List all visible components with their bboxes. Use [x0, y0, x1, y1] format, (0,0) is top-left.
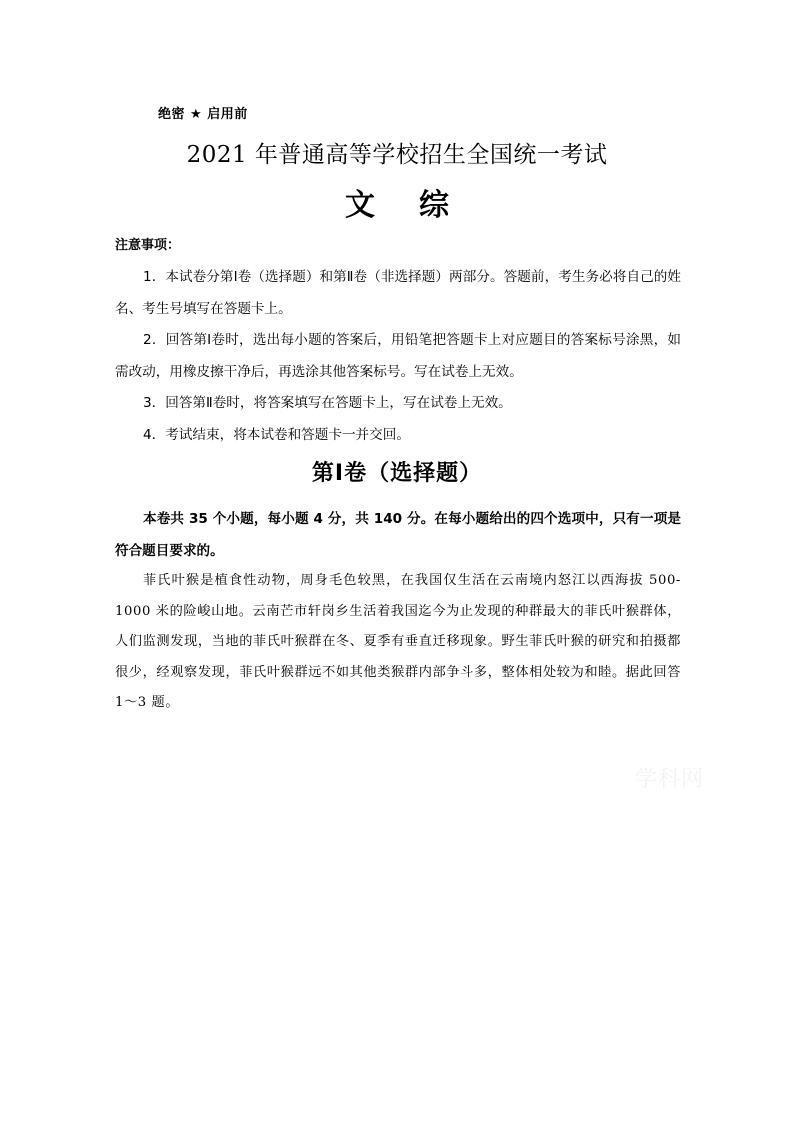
notice-item-4: 4．考试结束，将本试卷和答题卡一并交回。: [143, 426, 410, 443]
notice-item-2: 2．回答第Ⅰ卷时，选出每小题的答案后，用铅笔把答题卡上对应题目的答案标号涂黑，如需改动，用橡皮擦干净后，再选涂其他答案标号。写在试卷上无效。: [115, 332, 681, 380]
notice-item-3: 3．回答第Ⅱ卷时，将答案填写在答题卡上，写在试卷上无效。: [143, 395, 512, 411]
section-title: 第Ⅰ卷（选择题）: [311, 461, 483, 486]
confidential-label: 绝密 ★ 启用前: [158, 107, 248, 122]
subject-char-2: 综: [419, 188, 449, 223]
watermark: 学科网: [635, 767, 705, 792]
subject-char-1: 文: [345, 188, 375, 223]
notice-heading: 注意事项：: [115, 238, 181, 253]
reading-passage: 菲氏叶猴是植食性动物，周身毛色较黑，在我国仅生活在云南境内怒江以西海拔 500-1000 米的险峻山地。云南芒市轩岗乡生活着我国迄今为止发现的种群最大的菲氏叶猴群体，人们监测发现，当地的菲氏叶猴群在冬、夏季有垂直迁移现象。野生菲氏叶猴的研究和拍摄都很少，经观察发现，菲氏叶猴群远不如其他类猴群内部争斗多，整体相处较为和睦。据此回答 1～3 题。: [115, 573, 681, 710]
notice-list: [115, 262, 681, 451]
exam-title: 2021 年普通高等学校招生全国统一考试: [186, 142, 608, 168]
section-intro: 本卷共 35 个小题，每小题 4 分，共 140 分。在每小题给出的四个选项中，只有一项是符合题目要求的。: [115, 511, 681, 559]
subject-title: [0, 180, 794, 224]
notice-item-1: 1．本试卷分第Ⅰ卷（选择题）和第Ⅱ卷（非选择题）两部分。答题前，考生务必将自己的姓名、考生号填写在答题卡上。: [115, 269, 681, 317]
